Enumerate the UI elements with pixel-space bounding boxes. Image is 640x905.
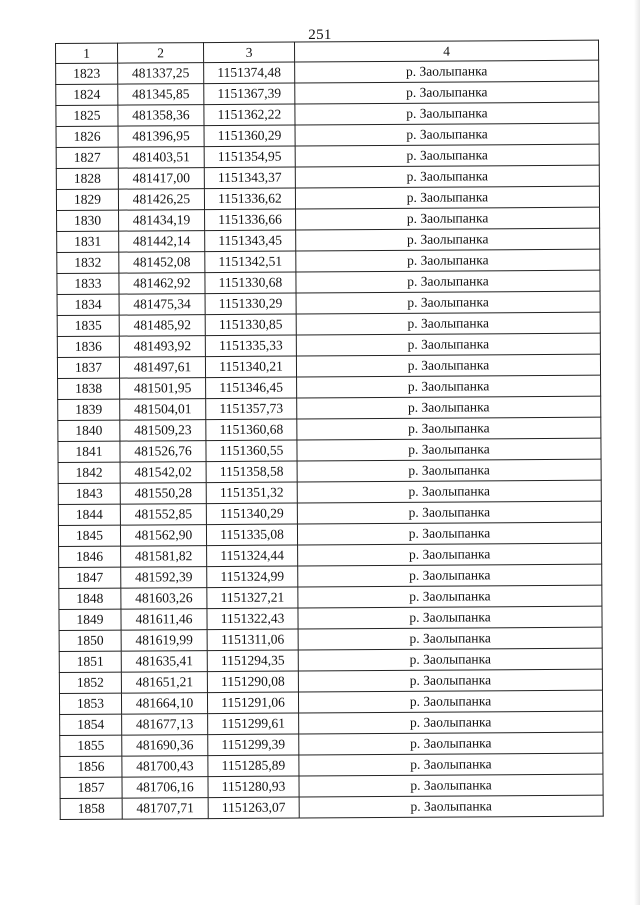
x-coordinate-cell: 481504,01 xyxy=(120,399,206,421)
point-number-cell: 1839 xyxy=(58,399,120,420)
y-coordinate-cell: 1151280,93 xyxy=(208,776,299,798)
point-number-cell: 1850 xyxy=(59,630,121,651)
point-number-cell: 1826 xyxy=(56,126,118,147)
x-coordinate-cell: 481337,25 xyxy=(118,63,204,85)
x-coordinate-cell: 481497,61 xyxy=(119,357,205,379)
point-number-cell: 1832 xyxy=(57,252,119,273)
y-coordinate-cell: 1151299,61 xyxy=(208,713,299,735)
point-number-cell: 1848 xyxy=(59,588,121,609)
x-coordinate-cell: 481452,08 xyxy=(119,252,205,274)
coordinates-table xyxy=(55,40,604,820)
description-cell: р. Заолыпанка xyxy=(297,375,601,398)
description-cell: р. Заолыпанка xyxy=(296,333,600,356)
description-cell: р. Заолыпанка xyxy=(296,270,600,293)
description-cell: р. Заолыпанка xyxy=(298,669,602,692)
point-number-cell: 1843 xyxy=(58,483,120,504)
y-coordinate-cell: 1151336,62 xyxy=(204,188,295,210)
x-coordinate-cell: 481462,92 xyxy=(119,273,205,295)
y-coordinate-cell: 1151335,08 xyxy=(206,524,297,546)
y-coordinate-cell: 1151263,07 xyxy=(208,797,299,819)
description-cell: р. Заолыпанка xyxy=(299,753,603,776)
y-coordinate-cell: 1151362,22 xyxy=(204,104,295,126)
x-coordinate-cell: 481677,13 xyxy=(122,714,208,736)
x-coordinate-cell: 481345,85 xyxy=(118,84,204,106)
y-coordinate-cell: 1151290,08 xyxy=(207,671,298,693)
description-cell: р. Заолыпанка xyxy=(299,711,603,734)
point-number-cell: 1842 xyxy=(58,462,120,483)
x-coordinate-cell: 481426,25 xyxy=(118,189,204,211)
point-number-cell: 1844 xyxy=(58,504,120,525)
description-cell: р. Заолыпанка xyxy=(296,207,600,230)
point-number-cell: 1847 xyxy=(59,567,121,588)
x-coordinate-cell: 481475,34 xyxy=(119,294,205,316)
point-number-cell: 1849 xyxy=(59,609,121,630)
description-cell: р. Заолыпанка xyxy=(297,501,601,524)
description-cell: р. Заолыпанка xyxy=(296,354,600,377)
description-cell: р. Заолыпанка xyxy=(295,144,599,167)
description-cell: р. Заолыпанка xyxy=(298,690,602,713)
y-coordinate-cell: 1151335,33 xyxy=(205,335,296,357)
description-cell: р. Заолыпанка xyxy=(299,732,603,755)
x-coordinate-cell: 481651,21 xyxy=(121,672,207,694)
point-number-cell: 1841 xyxy=(58,441,120,462)
y-coordinate-cell: 1151330,29 xyxy=(205,293,296,315)
x-coordinate-cell: 481417,00 xyxy=(118,168,204,190)
x-coordinate-cell: 481434,19 xyxy=(119,210,205,232)
x-coordinate-cell: 481592,39 xyxy=(121,567,207,589)
point-number-cell: 1854 xyxy=(60,714,122,735)
description-cell: р. Заолыпанка xyxy=(297,480,601,503)
y-coordinate-cell: 1151360,68 xyxy=(206,419,297,441)
column-header-x-coordinate: 2 xyxy=(118,43,204,64)
description-cell: р. Заолыпанка xyxy=(295,123,599,146)
point-number-cell: 1827 xyxy=(56,147,118,168)
description-cell: р. Заолыпанка xyxy=(295,60,599,83)
description-cell: р. Заолыпанка xyxy=(296,312,600,335)
point-number-cell: 1838 xyxy=(58,378,120,399)
point-number-cell: 1846 xyxy=(59,546,121,567)
y-coordinate-cell: 1151327,21 xyxy=(207,587,298,609)
point-number-cell: 1824 xyxy=(56,84,118,105)
point-number-cell: 1857 xyxy=(60,777,122,798)
point-number-cell: 1852 xyxy=(59,672,121,693)
point-number-cell: 1853 xyxy=(59,693,121,714)
y-coordinate-cell: 1151285,89 xyxy=(208,755,299,777)
y-coordinate-cell: 1151340,29 xyxy=(206,503,297,525)
y-coordinate-cell: 1151351,32 xyxy=(206,482,297,504)
x-coordinate-cell: 481619,99 xyxy=(121,630,207,652)
x-coordinate-cell: 481603,26 xyxy=(121,588,207,610)
x-coordinate-cell: 481542,02 xyxy=(120,462,206,484)
y-coordinate-cell: 1151374,48 xyxy=(204,62,295,84)
point-number-cell: 1840 xyxy=(58,420,120,441)
table-row xyxy=(60,795,603,819)
y-coordinate-cell: 1151291,06 xyxy=(207,692,298,714)
description-cell: р. Заолыпанка xyxy=(296,249,600,272)
point-number-cell: 1837 xyxy=(57,357,119,378)
x-coordinate-cell: 481707,71 xyxy=(122,798,208,820)
description-cell: р. Заолыпанка xyxy=(299,774,603,797)
y-coordinate-cell: 1151311,06 xyxy=(207,629,298,651)
x-coordinate-cell: 481526,76 xyxy=(120,441,206,463)
description-cell: р. Заолыпанка xyxy=(298,648,602,671)
description-cell: р. Заолыпанка xyxy=(297,417,601,440)
description-cell: р. Заолыпанка xyxy=(298,627,602,650)
x-coordinate-cell: 481635,41 xyxy=(121,651,207,673)
description-cell: р. Заолыпанка xyxy=(297,396,601,419)
y-coordinate-cell: 1151346,45 xyxy=(206,377,297,399)
y-coordinate-cell: 1151324,99 xyxy=(207,566,298,588)
point-number-cell: 1830 xyxy=(57,210,119,231)
description-cell: р. Заолыпанка xyxy=(299,795,603,818)
y-coordinate-cell: 1151340,21 xyxy=(205,356,296,378)
y-coordinate-cell: 1151324,44 xyxy=(207,545,298,567)
point-number-cell: 1855 xyxy=(60,735,122,756)
description-cell: р. Заолыпанка xyxy=(298,606,602,629)
x-coordinate-cell: 481442,14 xyxy=(119,231,205,253)
description-cell: р. Заолыпанка xyxy=(295,165,599,188)
column-header-point-number: 1 xyxy=(56,43,118,63)
x-coordinate-cell: 481552,85 xyxy=(120,504,206,526)
x-coordinate-cell: 481493,92 xyxy=(119,336,205,358)
description-cell: р. Заолыпанка xyxy=(298,564,602,587)
x-coordinate-cell: 481690,36 xyxy=(122,735,208,757)
point-number-cell: 1856 xyxy=(60,756,122,777)
table-body xyxy=(56,60,604,819)
y-coordinate-cell: 1151299,39 xyxy=(208,734,299,756)
x-coordinate-cell: 481700,43 xyxy=(122,756,208,778)
y-coordinate-cell: 1151294,35 xyxy=(207,650,298,672)
y-coordinate-cell: 1151330,68 xyxy=(205,272,296,294)
x-coordinate-cell: 481664,10 xyxy=(121,693,207,715)
y-coordinate-cell: 1151358,58 xyxy=(206,461,297,483)
description-cell: р. Заолыпанка xyxy=(297,522,601,545)
x-coordinate-cell: 481509,23 xyxy=(120,420,206,442)
point-number-cell: 1845 xyxy=(58,525,120,546)
point-number-cell: 1829 xyxy=(56,189,118,210)
x-coordinate-cell: 481611,46 xyxy=(121,609,207,631)
y-coordinate-cell: 1151343,45 xyxy=(205,230,296,252)
column-header-y-coordinate: 3 xyxy=(204,42,295,63)
point-number-cell: 1851 xyxy=(59,651,121,672)
point-number-cell: 1828 xyxy=(56,168,118,189)
point-number-cell: 1836 xyxy=(57,336,119,357)
y-coordinate-cell: 1151357,73 xyxy=(206,398,297,420)
description-cell: р. Заолыпанка xyxy=(295,81,599,104)
x-coordinate-cell: 481581,82 xyxy=(121,546,207,568)
description-cell: р. Заолыпанка xyxy=(298,543,602,566)
x-coordinate-cell: 481396,95 xyxy=(118,126,204,148)
description-cell: р. Заолыпанка xyxy=(298,585,602,608)
column-header-description: 4 xyxy=(294,40,598,62)
description-cell: р. Заолыпанка xyxy=(296,291,600,314)
x-coordinate-cell: 481358,36 xyxy=(118,105,204,127)
point-number-cell: 1835 xyxy=(57,315,119,336)
y-coordinate-cell: 1151360,55 xyxy=(206,440,297,462)
x-coordinate-cell: 481706,16 xyxy=(122,777,208,799)
point-number-cell: 1858 xyxy=(60,798,122,819)
y-coordinate-cell: 1151354,95 xyxy=(204,146,295,168)
description-cell: р. Заолыпанка xyxy=(296,228,600,251)
description-cell: р. Заолыпанка xyxy=(295,186,599,209)
x-coordinate-cell: 481403,51 xyxy=(118,147,204,169)
description-cell: р. Заолыпанка xyxy=(295,102,599,125)
y-coordinate-cell: 1151330,85 xyxy=(205,314,296,336)
x-coordinate-cell: 481485,92 xyxy=(119,315,205,337)
point-number-cell: 1823 xyxy=(56,63,118,84)
x-coordinate-cell: 481550,28 xyxy=(120,483,206,505)
x-coordinate-cell: 481562,90 xyxy=(120,525,206,547)
scan-edge-shadow xyxy=(634,0,640,905)
point-number-cell: 1825 xyxy=(56,105,118,126)
point-number-cell: 1834 xyxy=(57,294,119,315)
y-coordinate-cell: 1151342,51 xyxy=(205,251,296,273)
x-coordinate-cell: 481501,95 xyxy=(120,378,206,400)
y-coordinate-cell: 1151360,29 xyxy=(204,125,295,147)
y-coordinate-cell: 1151367,39 xyxy=(204,83,295,105)
point-number-cell: 1831 xyxy=(57,231,119,252)
y-coordinate-cell: 1151336,66 xyxy=(205,209,296,231)
point-number-cell: 1833 xyxy=(57,273,119,294)
y-coordinate-cell: 1151322,43 xyxy=(207,608,298,630)
description-cell: р. Заолыпанка xyxy=(297,438,601,461)
page-number: 251 xyxy=(308,27,332,43)
description-cell: р. Заолыпанка xyxy=(297,459,601,482)
y-coordinate-cell: 1151343,37 xyxy=(204,167,295,189)
